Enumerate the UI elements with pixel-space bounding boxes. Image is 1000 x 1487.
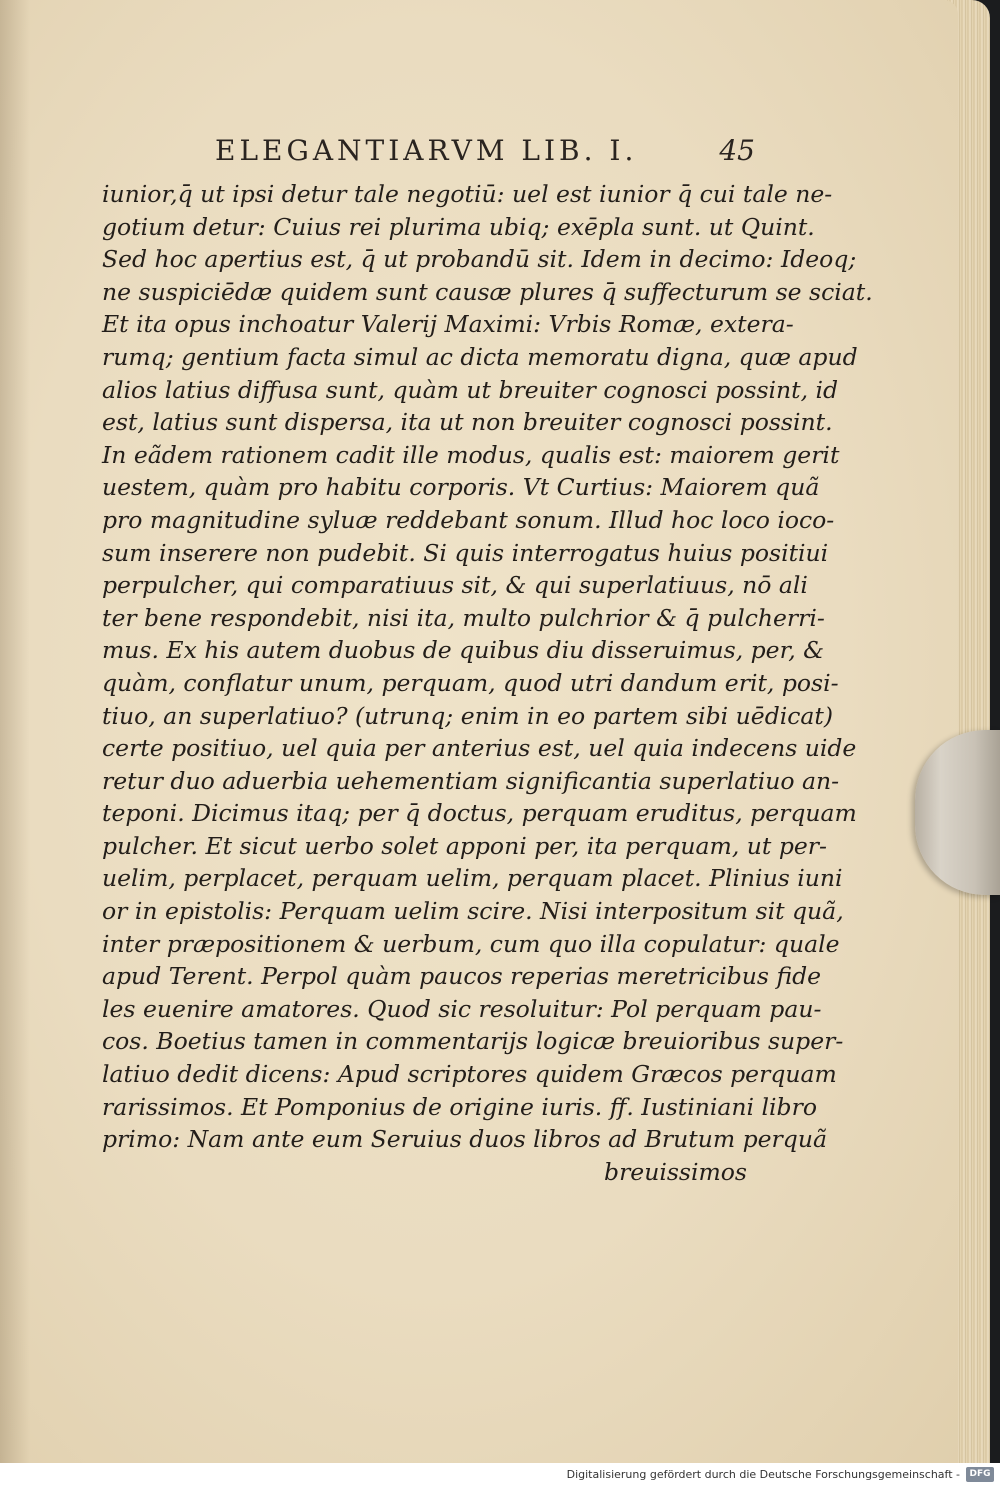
text-line: quàm, conflatur unum, perquam, quod utri dandum erit, posi- (102, 668, 839, 697)
text-line: alios latius diffusa sunt, quàm ut breuiter cognosci possint, id (102, 375, 839, 404)
text-line: or in epistolis: Perquam uelim scire. Nisi interpositum sit quã, (102, 897, 844, 926)
text-line: ter bene respondebit, nisi ita, multo pulchrior & q̄ pulcherri- (102, 603, 825, 632)
text-line: uelim, perplacet, perquam uelim, perquam placet. Plinius iuni (102, 864, 843, 893)
text-line: tiuo, an superlatiuo? (utrunq; enim in eo partem sibi uēdicat) (102, 701, 834, 730)
text-line: rumq; gentium facta simul ac dicta memoratu digna, quæ apud (102, 342, 858, 371)
text-line: cos. Boetius tamen in commentarijs logicæ breuioribus super- (102, 1027, 844, 1056)
text-line: certe positiuo, uel quia per anterius est, uel quia indecens uide (102, 734, 857, 763)
text-line: inter præpositionem & uerbum, cum quo illa copulatur: quale (102, 929, 840, 958)
text-line: sum inserere non pudebit. Si quis interrogatus huius positiui (102, 538, 829, 567)
running-head: ELEGANTIARVM LIB. I. (215, 134, 638, 167)
text-line: perpulcher, qui comparatiuus sit, & qui superlatiuus, nō ali (102, 571, 808, 600)
footer-bar (0, 1463, 1000, 1487)
text-line: latiuo dedit dicens: Apud scriptores quidem Græcos perquam (102, 1060, 837, 1089)
page-body (102, 178, 873, 1188)
text-line: gotium detur: Cuius rei plurima ubiq; exēpla sunt. ut Quint. (102, 212, 815, 241)
text-line: iunior,q̄ ut ipsi detur tale negotiū: uel est iunior q̄ cui tale ne- (102, 180, 833, 208)
page-number: 45 (719, 134, 755, 167)
text-line: est, latius sunt dispersa, ita ut non breuiter cognosci possint. (102, 408, 833, 437)
text-line: apud Terent. Perpol quàm paucos reperias meretricibus fide (102, 962, 822, 991)
text-line: primo: Nam ante eum Seruius duos libros ad Brutum perquã (102, 1125, 827, 1154)
text-line: mus. Ex his autem duobus de quibus diu disseruimus, per, & (102, 636, 825, 665)
funding-note: Digitalisierung gefördert durch die Deutsche Forschungsgemeinschaft - (566, 1468, 960, 1481)
text-line: retur duo aduerbia uehementiam significantia superlatiuo an- (102, 766, 840, 795)
gutter-shadow (0, 0, 30, 1463)
text-line: ne suspiciēdæ quidem sunt causæ plures q̄ suffecturum se sciat. (102, 277, 873, 306)
text-line: teponi. Dicimus itaq; per q̄ doctus, perquam eruditus, perquam (102, 799, 857, 828)
text-line: Sed hoc apertius est, q̄ ut probandū sit. Idem in decimo: Ideoq; (102, 245, 857, 274)
dfg-logo-icon: DFG (966, 1467, 994, 1482)
text-line: In eãdem rationem cadit ille modus, qualis est: maiorem gerit (102, 440, 840, 469)
catchword: breuissimos (604, 1157, 747, 1186)
page-header (215, 134, 755, 174)
text-line: rarissimos. Et Pomponius de origine iuris. ff. Iustiniani libro (102, 1092, 817, 1121)
text-line: Et ita opus inchoatur Valerij Maximi: Vrbis Romæ, extera- (102, 310, 794, 339)
text-line: pro magnitudine syluæ reddebant sonum. Illud hoc loco ioco- (102, 505, 835, 534)
text-line: pulcher. Et sicut uerbo solet apponi per, ita perquam, ut per- (102, 831, 827, 860)
text-line: les euenire amatores. Quod sic resoluitur: Pol perquam pau- (102, 994, 822, 1023)
text-line: uestem, quàm pro habitu corporis. Vt Curtius: Maiorem quã (102, 473, 820, 502)
